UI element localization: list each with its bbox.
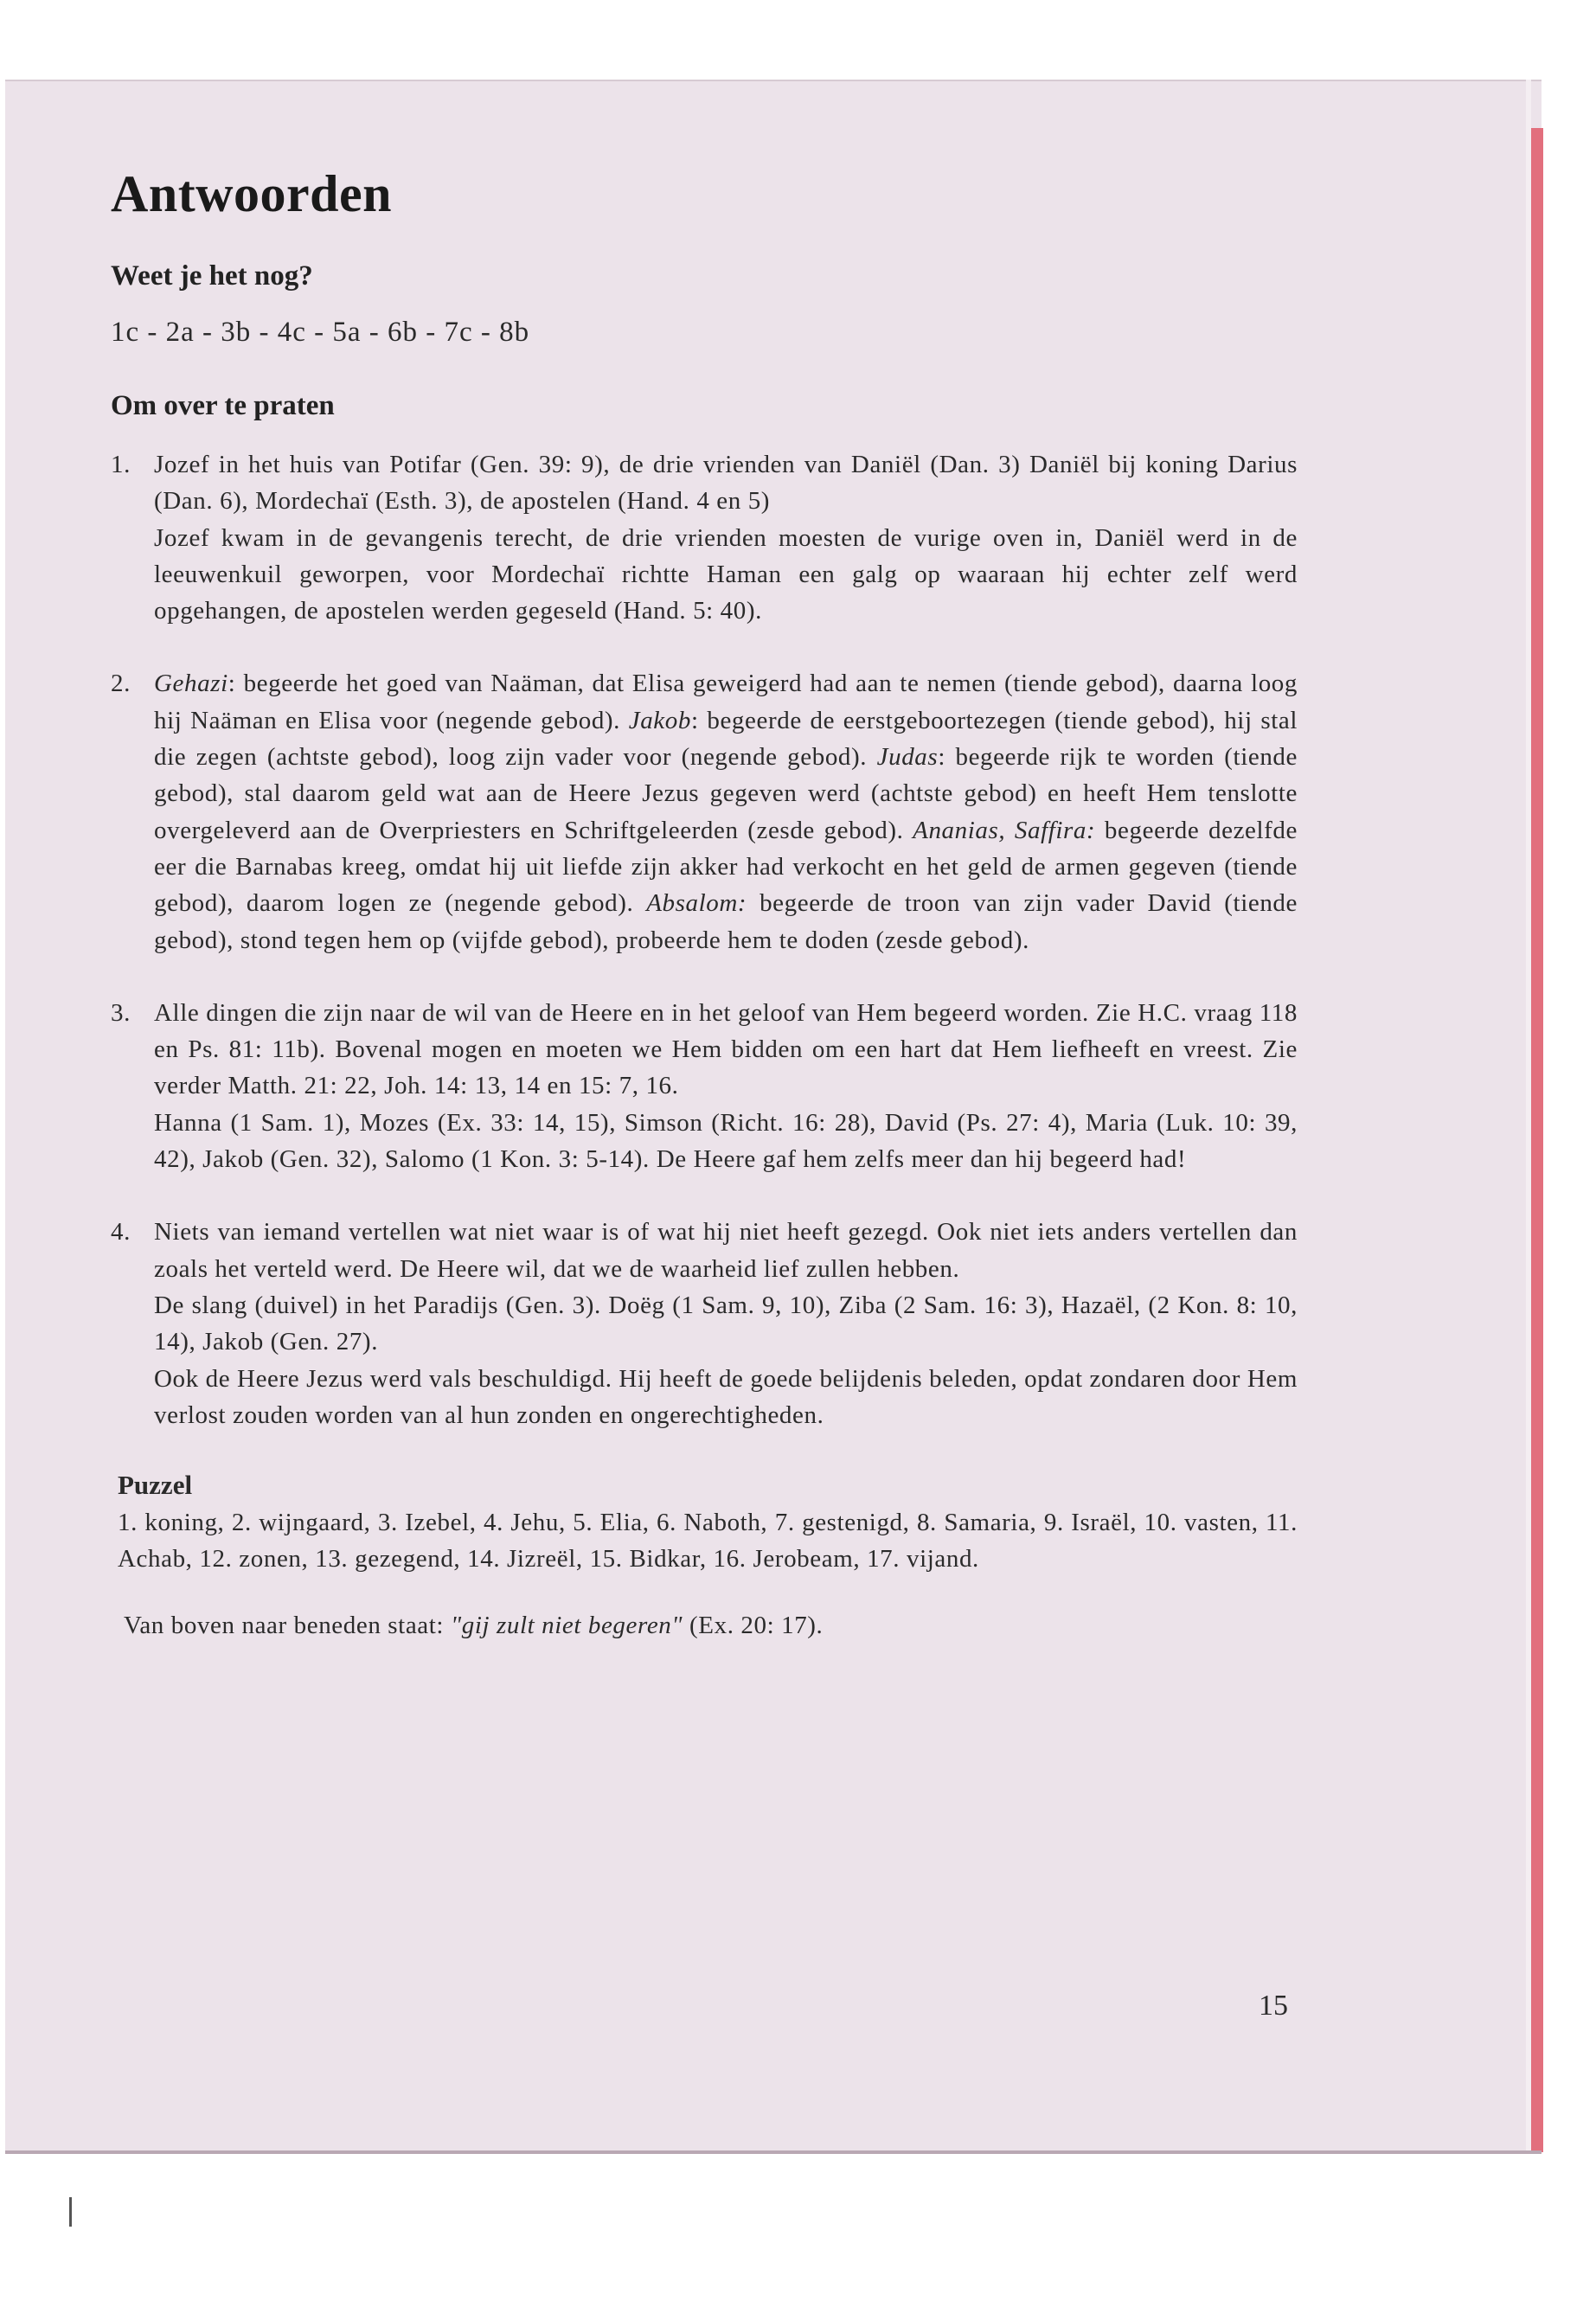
- item-text: [154, 665, 1298, 958]
- scan-mark: [69, 2197, 72, 2227]
- item-text: Alle dingen die zijn naar de wil van de Heere en in het geloof van Hem begeerd worden. Zie H.C. vraag 118 en Ps. 81: 11b). Bovenal mogen en moeten we Hem bidden om een hart dat Hem liefheeft en vreest. Zie verder Matth. 21: 22, Joh. 14: 13, 14 en 15: 7, 16.: [154, 998, 1298, 1100]
- page-title: Antwoorden: [111, 165, 393, 222]
- item-text: Niets van iemand vertellen wat niet waar is of wat hij niet heeft gezegd. Ook niet iets anders vertellen dan zoals het verteld werd. De Heere wil, dat we de waarheid lief zullen hebben.: [154, 1218, 1298, 1283]
- item-text: De slang (duivel) in het Paradijs (Gen. 3). Doëg (1 Sam. 9, 10), Ziba (2 Sam. 16: 3), Hazaël, (2 Kon. 8: 10, 14), Jakob (Gen. 27).: [154, 1291, 1298, 1356]
- page-bottom-edge: [5, 2150, 1542, 2154]
- item-number: 2.: [111, 670, 131, 698]
- item-text: Ook de Heere Jezus werd vals beschuldigd. Hij heeft de goede belijdenis beleden, opdat zondaren door Hem verlost zouden worden van al hun zonden en ongerechtigheden.: [154, 1364, 1298, 1429]
- person-name: Ananias, Saffira:: [913, 816, 1096, 844]
- item-segment: : begeerde het goed van Naäman, dat Elisa geweigerd had aan te nemen (tiende gebod), daarna loog hij Naäman en Elisa voor (negende gebod).: [154, 670, 1298, 734]
- puzzel-heading: Puzzel: [118, 1470, 193, 1501]
- answer-item-1: [111, 446, 1298, 629]
- person-name: Jakob: [628, 706, 691, 734]
- red-edge: [1531, 128, 1543, 2152]
- item-number: 3.: [111, 998, 131, 1027]
- answer-item-3: [111, 995, 1298, 1177]
- person-name: Gehazi: [154, 670, 228, 698]
- item-number: 4.: [111, 1218, 131, 1247]
- answer-item-4: [111, 1214, 1298, 1433]
- puzzel-answers: 1. koning, 2. wijngaard, 3. Izebel, 4. Jehu, 5. Elia, 6. Naboth, 7. gestenigd, 8. Samaria, 9. Israël, 10. vasten, 11. Achab, 12. zonen, 13. gezegend, 14. Jizreël, 15. Bidkar, 16. Jerobeam, 17. vijand.: [118, 1509, 1298, 1574]
- solution-prefix: Van boven naar beneden staat:: [124, 1612, 451, 1640]
- puzzel-solution: [124, 1612, 1298, 1640]
- item-segment: begeerde dezelfde eer die Barnabas kreeg, omdat hij uit liefde zijn akker had verkocht en het geld de armen gegeven (tiende gebod), daarom logen ze (negende gebod).: [154, 816, 1298, 918]
- item-text: Hanna (1 Sam. 1), Mozes (Ex. 33: 14, 15), Simson (Richt. 16: 28), David (Ps. 27: 4), Maria (Luk. 10: 39, 42), Jakob (Gen. 32), Salomo (1 Kon. 3: 5-14). De Heere gaf hem zelfs meer dan hij begeerd had!: [154, 1108, 1298, 1174]
- item-segment: : begeerde de eerstgeboortezegen (tiende gebod), hij stal die zegen (achtste gebod), loog zijn vader voor (negende gebod).: [154, 706, 1298, 772]
- weet-answers: 1c - 2a - 3b - 4c - 5a - 6b - 7c - 8b: [111, 317, 530, 348]
- answer-list: [111, 446, 1298, 1433]
- page-content: [111, 164, 1298, 1640]
- person-name: Judas: [876, 743, 939, 772]
- solution-suffix: (Ex. 20: 17).: [683, 1612, 824, 1640]
- item-segment: : begeerde rijk te worden (tiende gebod), stal daarom geld wat aan de Heere Jezus gegeven werd (achtste gebod) en heeft Hem tenslotte overgeleverd aan de Overpriesters en Schriftgeleerden (zesde gebod).: [154, 743, 1298, 844]
- person-name: Absalom:: [646, 889, 747, 918]
- item-segment: begeerde de troon van zijn vader David (tiende gebod), stond tegen hem op (vijfde gebod), probeerde hem te doden (zesde gebod).: [154, 889, 1298, 954]
- weet-heading: Weet je het nog?: [111, 260, 313, 292]
- praten-heading: Om over te praten: [111, 390, 335, 421]
- answer-item-2: [111, 665, 1298, 958]
- item-text: Jozef in het huis van Potifar (Gen. 39: 9), de drie vrienden van Daniël (Dan. 3) Daniël bij koning Darius (Dan. 6), Mordechaï (Esth. 3), de apostelen (Hand. 4 en 5): [154, 451, 1298, 516]
- item-number: 1.: [111, 451, 131, 478]
- page-number: 15: [1259, 1990, 1288, 2022]
- item-text: Jozef kwam in de gevangenis terecht, de drie vrienden moesten de vurige oven in, Daniël werd in de leeuwenkuil geworpen, voor Mordechaï richtte Haman een galg op waaraan hij echter zelf werd opgehangen, de apostelen werden gegeseld (Hand. 5: 40).: [154, 523, 1298, 625]
- solution-quote: "gij zult niet begeren": [450, 1612, 683, 1640]
